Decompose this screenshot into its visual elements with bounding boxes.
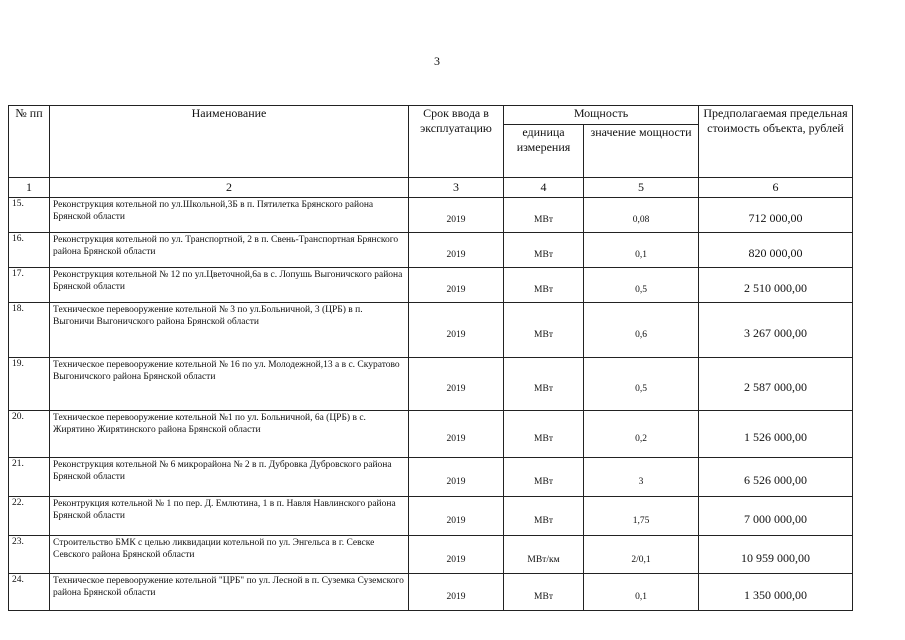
row-power: 0,08 xyxy=(584,198,699,233)
row-name: Техническое перевооружение котельной № 16 по ул. Молодежной,13 а в с. Скуратово Выгоничского района Брянской области xyxy=(50,358,409,411)
row-power: 0,1 xyxy=(584,574,699,611)
row-power: 1,75 xyxy=(584,497,699,536)
row-num: 15. xyxy=(9,198,50,233)
row-year: 2019 xyxy=(409,268,504,303)
row-num: 17. xyxy=(9,268,50,303)
page-number: 3 xyxy=(434,54,440,68)
row-name: Техническое перевооружение котельной "ЦРБ" по ул. Лесной в п. Суземка Суземского района Брянской области xyxy=(50,574,409,611)
row-year: 2019 xyxy=(409,358,504,411)
row-power: 2/0,1 xyxy=(584,536,699,574)
row-unit: МВт xyxy=(504,358,584,411)
investment-table xyxy=(8,105,853,611)
row-power: 0,1 xyxy=(584,233,699,268)
header-term: Срок ввода в эксплуатацию xyxy=(409,106,504,178)
row-cost: 7 000 000,00 xyxy=(699,497,853,536)
row-name: Техническое перевооружение котельной №1 по ул. Больничной, 6а (ЦРБ) в с. Жирятино Жирятинского района Брянской области xyxy=(50,411,409,458)
row-num: 20. xyxy=(9,411,50,458)
row-unit: МВт xyxy=(504,233,584,268)
row-unit: МВт xyxy=(504,268,584,303)
row-num: 19. xyxy=(9,358,50,411)
row-power: 3 xyxy=(584,458,699,497)
row-cost: 3 267 000,00 xyxy=(699,303,853,358)
column-number: 6 xyxy=(699,178,853,198)
table-row xyxy=(9,411,853,458)
table-row xyxy=(9,458,853,497)
row-cost: 1 350 000,00 xyxy=(699,574,853,611)
row-name: Реконструкция котельной по ул.Школьной,3Б в п. Пятилетка Брянского района Брянской области xyxy=(50,198,409,233)
row-num: 23. xyxy=(9,536,50,574)
row-power: 0,5 xyxy=(584,358,699,411)
header-power: Мощность xyxy=(504,106,699,125)
row-power: 0,2 xyxy=(584,411,699,458)
column-number: 5 xyxy=(584,178,699,198)
row-cost: 712 000,00 xyxy=(699,198,853,233)
row-year: 2019 xyxy=(409,411,504,458)
row-name: Реконструкция котельной № 12 по ул.Цветочной,6а в с. Лопушь Выгоничского района Брянской области xyxy=(50,268,409,303)
table-row xyxy=(9,198,853,233)
table-row xyxy=(9,536,853,574)
row-unit: МВт xyxy=(504,198,584,233)
row-name: Техническое перевооружение котельной № 3 по ул.Больничной, 3 (ЦРБ) в п. Выгоничи Выгоничского района Брянской области xyxy=(50,303,409,358)
header-unit: единица измерения xyxy=(504,125,584,178)
header-name: Наименование xyxy=(50,106,409,178)
row-cost: 10 959 000,00 xyxy=(699,536,853,574)
table-row xyxy=(9,358,853,411)
row-power: 0,5 xyxy=(584,268,699,303)
row-year: 2019 xyxy=(409,233,504,268)
row-year: 2019 xyxy=(409,303,504,358)
row-power: 0,6 xyxy=(584,303,699,358)
row-unit: МВт xyxy=(504,458,584,497)
table-row xyxy=(9,497,853,536)
row-unit: МВт xyxy=(504,574,584,611)
row-unit: МВт/км xyxy=(504,536,584,574)
row-name: Реконструкция котельной № 6 микрорайона № 2 в п. Дубровка Дубровского района Брянской области xyxy=(50,458,409,497)
column-number: 1 xyxy=(9,178,50,198)
header-cost: Предполагаемая предельная стоимость объекта, рублей xyxy=(699,106,853,178)
header-power-value: значение мощности xyxy=(584,125,699,178)
table-row xyxy=(9,268,853,303)
header-num: № пп xyxy=(9,106,50,178)
row-unit: МВт xyxy=(504,303,584,358)
row-cost: 2 587 000,00 xyxy=(699,358,853,411)
row-year: 2019 xyxy=(409,574,504,611)
row-cost: 820 000,00 xyxy=(699,233,853,268)
row-unit: МВт xyxy=(504,497,584,536)
row-year: 2019 xyxy=(409,458,504,497)
row-num: 18. xyxy=(9,303,50,358)
row-cost: 6 526 000,00 xyxy=(699,458,853,497)
row-num: 22. xyxy=(9,497,50,536)
table-row xyxy=(9,574,853,611)
row-cost: 1 526 000,00 xyxy=(699,411,853,458)
column-number: 2 xyxy=(50,178,409,198)
row-num: 16. xyxy=(9,233,50,268)
row-year: 2019 xyxy=(409,536,504,574)
column-number: 4 xyxy=(504,178,584,198)
row-name: Строительство БМК с целью ликвидации котельной по ул. Энгельса в г. Севске Севского района Брянской области xyxy=(50,536,409,574)
row-name: Реконструкция котельной по ул. Транспортной, 2 в п. Свень-Транспортная Брянского района Брянской области xyxy=(50,233,409,268)
column-number-row xyxy=(9,178,853,198)
table-row xyxy=(9,303,853,358)
row-name: Реконтрукция котельной № 1 по пер. Д. Емлютина, 1 в п. Навля Навлинского района Брянской области xyxy=(50,497,409,536)
row-year: 2019 xyxy=(409,497,504,536)
row-num: 21. xyxy=(9,458,50,497)
column-number: 3 xyxy=(409,178,504,198)
row-cost: 2 510 000,00 xyxy=(699,268,853,303)
row-num: 24. xyxy=(9,574,50,611)
row-year: 2019 xyxy=(409,198,504,233)
row-unit: МВт xyxy=(504,411,584,458)
table-row xyxy=(9,233,853,268)
